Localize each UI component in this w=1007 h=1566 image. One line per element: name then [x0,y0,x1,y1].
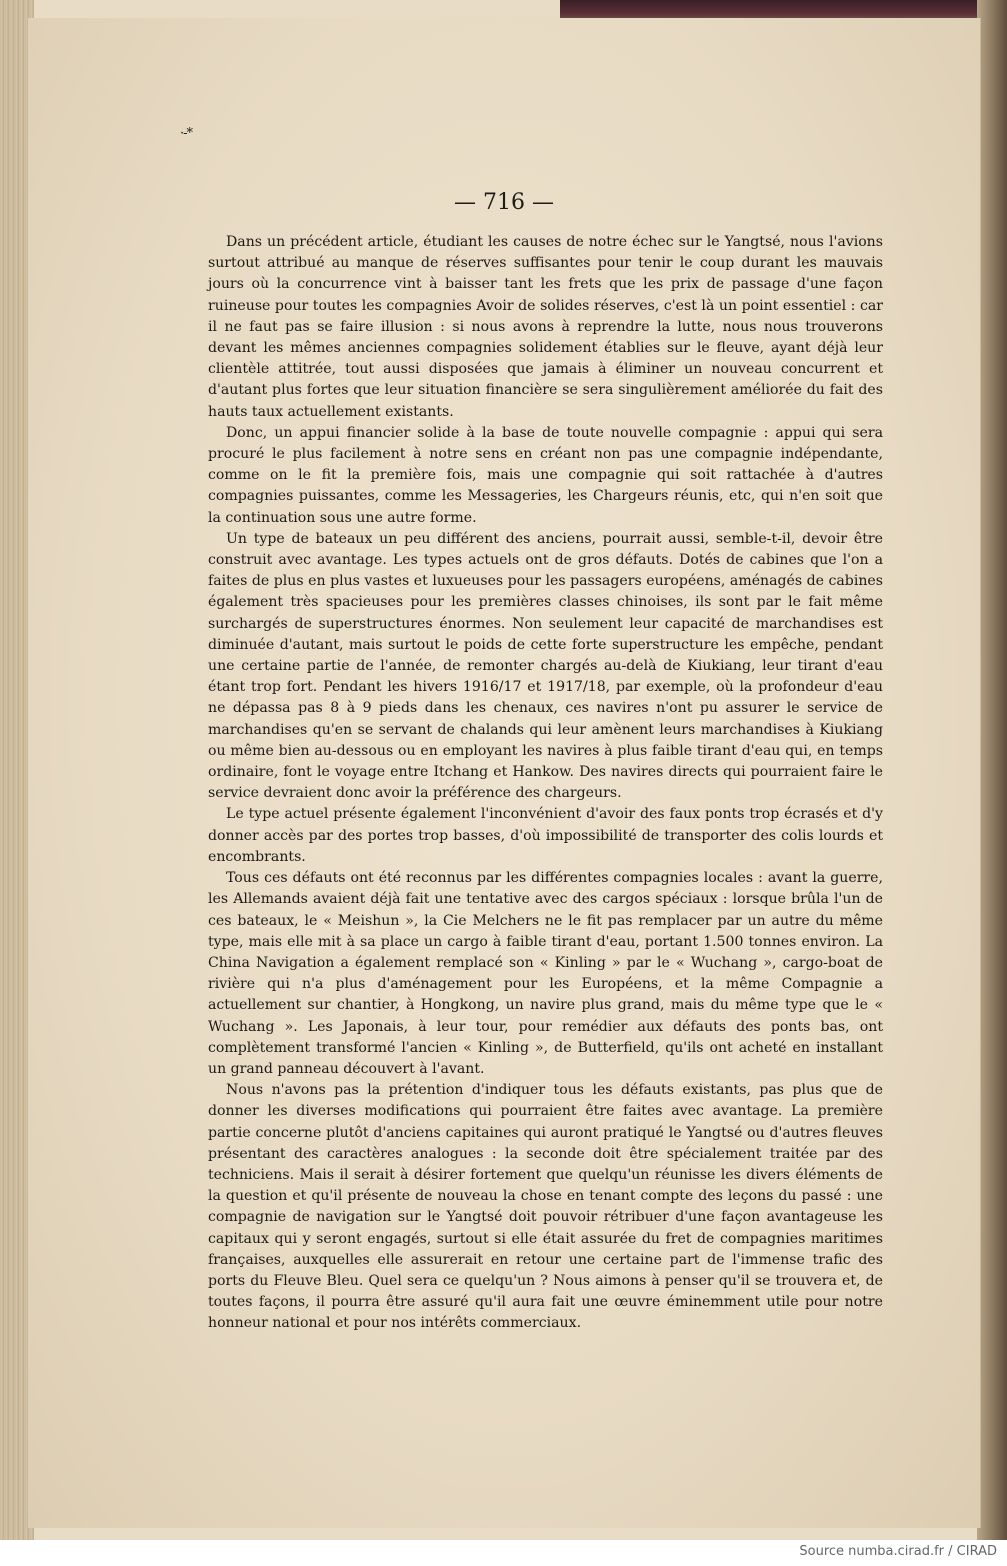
book-page [28,18,981,1528]
paragraph: Dans un précédent article, étudiant les causes de notre échec sur le Yangtsé, nous l'avions surtout attribué au manque de réserves suffisantes pour tenir le coup durant les mauvais jours où la concurrence vint à baisser tant les frets que les prix de passage d'une façon ruineuse pour toutes les compagnies Avoir de solides réserves, c'est là un point essentiel : car il ne faut pas se faire illusion : si nous avons à reprendre la lutte, nous nous trouverons devant les mêmes anciennes compagnies solidement établies sur le fleuve, ayant déjà leur clientèle attitrée, tout aussi disposées que jamais à éliminer un nouveau concurrent et d'autant plus fortes que leur situation financière se sera singulièrement améliorée du fait des hauts taux actuellement existants. [208,234,883,420]
paragraph: Nous n'avons pas la prétention d'indiquer tous les défauts existants, pas plus que de donner les diverses modifications qui pourraient être faites avec avantage. La première partie concerne plutôt d'anciens capitaines qui auront pratiqué le Yangtsé ou d'autres fleuves présentant des caractères analogues : la seconde doit être spécialement traitée par des techniciens. Mais il serait à désirer fortement que quelqu'un réunisse les divers éléments de la question et qu'il présente de nouveau la chose en tenant compte des leçons du passé : une compagnie de navigation sur le Yangtsé doit pouvoir rétribuer d'une façon avantageuse les capitaux qui y seront engagés, surtout si elle était assurée du fret de compagnies maritimes françaises, auxquelles elle assurerait en retour une certaine part de l'immense trafic des ports du Fleuve Bleu. Quel sera ce quelqu'un ? Nous aimons à penser qu'il se trouvera et, de toutes façons, il pourra être assuré qu'il aura fait une œuvre éminemment utile pour notre honneur national et pour nos intérêts commerciaux. [208,1082,883,1332]
source-credit: Source numba.cirad.fr / CIRAD [799,1544,997,1559]
paragraph: Le type actuel présente également l'inconvénient d'avoir des faux ponts trop écrasés et d'y donner accès par des portes trop basses, d'où impossibilité de transporter des colis lourds et encombrants. [208,806,883,865]
book-binding-right [977,0,1007,1540]
footer-bar [0,1540,1007,1566]
paragraph: Un type de bateaux un peu différent des anciens, pourrait aussi, semble-t-il, devoir être construit avec avantage. Les types actuels ont de gros défauts. Dotés de cabines que l'on a faites de plus en plus vastes et luxueuses pour les passagers européens, aménagés de cabines également très spacieuses pour les premières classes chinoises, ils sont par le fait même surchargés de superstructures énormes. Non seulement leur capacité de marchandises est diminuée d'autant, mais surtout le poids de cette forte superstructure les empêche, pendant une certaine partie de l'année, de remonter chargés au-delà de Kiukiang, leur tirant d'eau étant trop fort. Pendant les hivers 1916/17 et 1917/18, par exemple, où la profondeur d'eau ne dépassa pas 8 à 9 pieds dans les chenaux, ces navires n'ont pu assurer le service de marchandises qu'en se servant de chalands qui leur amènent leurs marchandises à Kiukiang ou même bien au-dessous ou en employant les navires à plus faible tirant d'eau qui, en temps ordinaire, font le voyage entre Itchang et Hankow. Des navires directs qui pourraient faire le service devraient donc avoir la préférence des chargeurs. [208,530,883,802]
paragraph: Tous ces défauts ont été reconnus par les différentes compagnies locales : avant la guerre, les Allemands avaient déjà fait une tentative avec des cargos spéciaux : lorsque brûla l'un de ces bateaux, le « Meishun », la Cie Melchers ne le fit pas remplacer par un autre du même type, mais elle mit à sa place un cargo à faible tirant d'eau, portant 1.500 tonnes environ. La China Navigation a également remplacé son « Kinling » par le « Wuchang », cargo-boat de rivière qui n'a plus d'aménagement pour les Européens, et la même Compagnie a actuellement sur chantier, à Hongkong, un navire plus grand, mais du même type que le « Wuchang ». Les Japonais, à leur tour, pour remédier aux défauts des ponts bas, ont complètement transformé l'ancien « Kinling », de Butterfield, qu'ils ont acheté en installant un grand panneau découvert à l'avant. [208,870,883,1077]
article-body [208,232,883,1335]
page-number: — 716 — [454,190,554,215]
paragraph: Donc, un appui financier solide à la base de toute nouvelle compagnie : appui qui sera procuré le plus facilement à notre sens en créant non pas une compagnie indépendante, comme on le fit la première fois, mais une compagnie qui soit rattachée à d'autres compagnies puissantes, comme les Messageries, les Chargeurs réunis, etc, qui n'en soit que la continuation sous une autre forme. [208,424,883,526]
printer-mark: ·-* [180,126,193,141]
